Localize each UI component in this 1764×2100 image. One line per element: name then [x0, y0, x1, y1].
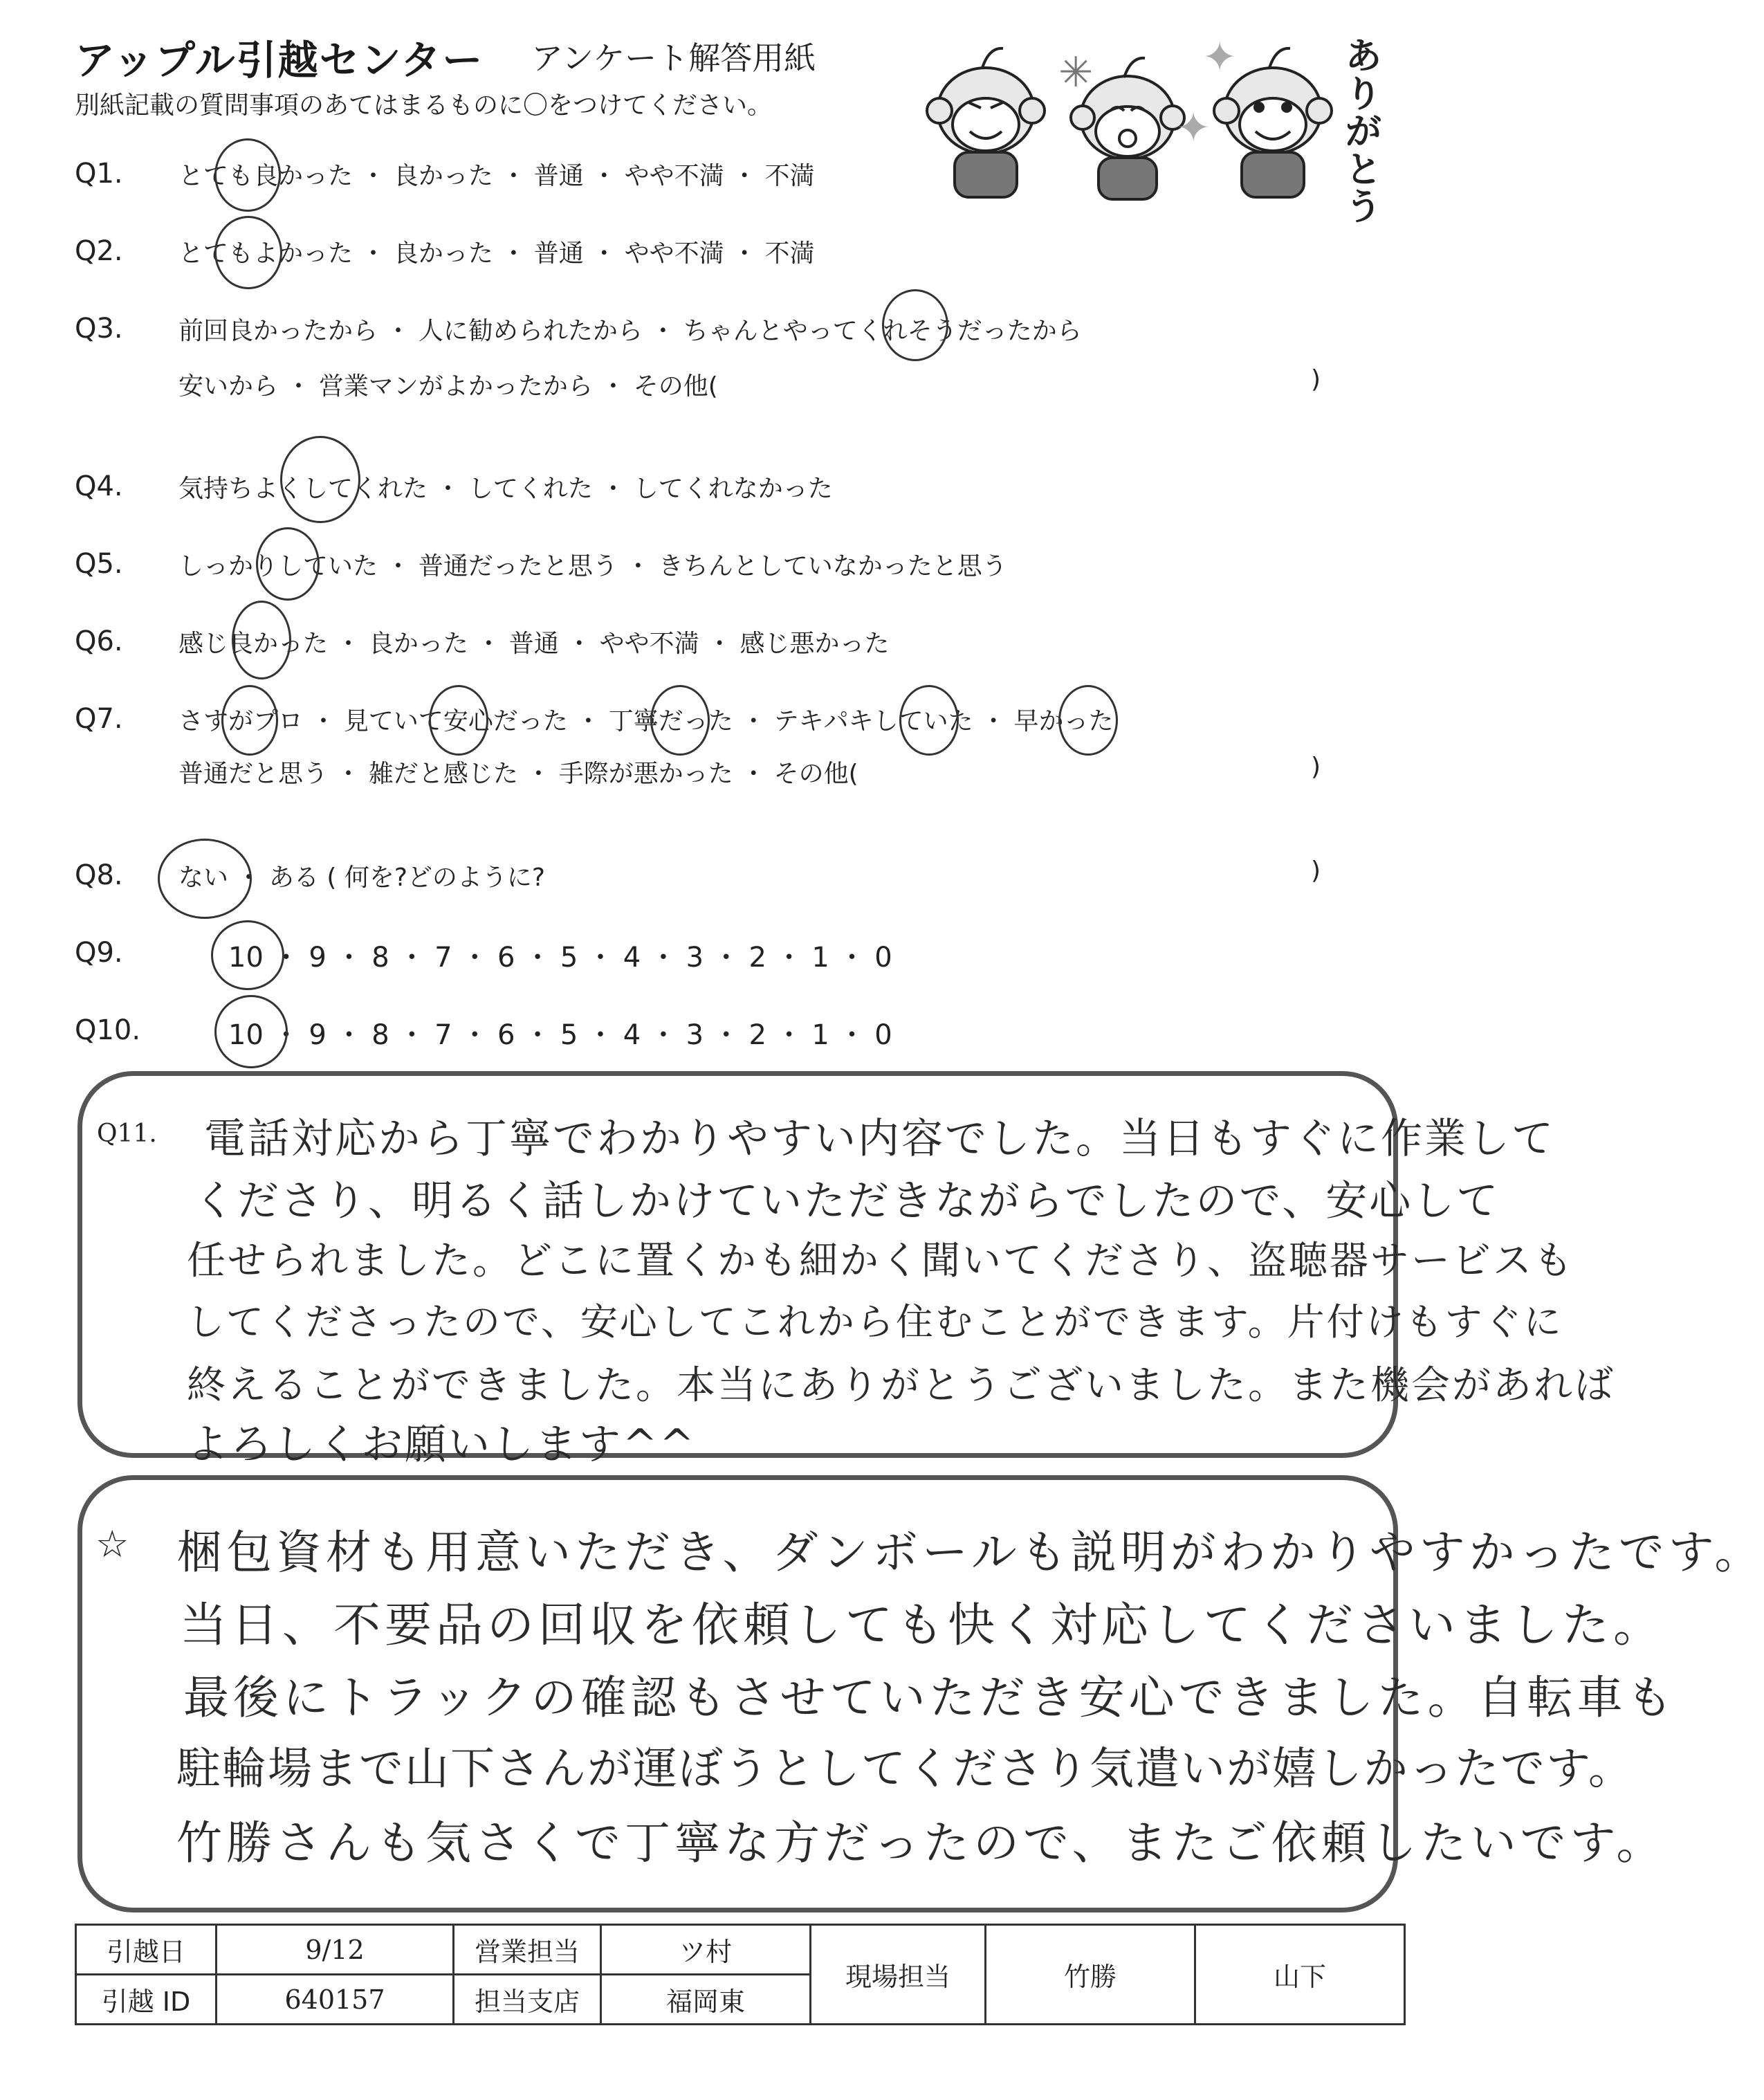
- question-label-q9: Q9.: [75, 937, 123, 969]
- star-comment-line: 梱包資材も用意いただき、ダンボールも説明がわかりやすかったです。: [176, 1526, 1764, 1579]
- move-id-label: 引越 ID: [76, 1975, 217, 2025]
- move-date-label: 引越日: [76, 1925, 217, 1975]
- instruction-text: 別紙記載の質問事項のあてはまるものに〇をつけてください。: [75, 91, 773, 120]
- answer-circle: [256, 527, 320, 601]
- question-label-q2: Q2.: [75, 235, 123, 267]
- answer-circle: [650, 685, 710, 756]
- form-subtitle: アンケート解答用紙: [531, 39, 816, 77]
- answer-circle: [214, 138, 281, 212]
- question-options-q6: 感じ良かった ・ 良かった ・ 普通 ・ やや不満 ・ 感じ悪かった: [178, 630, 890, 658]
- q11-line: 電話対応から丁寧でわかりやすい内容でした。当日もすぐに作業して: [204, 1115, 1555, 1163]
- monkey-mascot-icon: [913, 21, 1349, 208]
- site-staff-2: 山下: [1195, 1925, 1405, 2025]
- answer-circle: [1058, 685, 1118, 756]
- star-comment-line: 最後にトラックの確認もさせていただき安心できました。自転車も: [183, 1671, 1677, 1724]
- star-comment-line: 駐輪場まで山下さんが運ぼうとしてくださり気遣いが嬉しかったです。: [176, 1744, 1634, 1795]
- branch-label: 担当支店: [454, 1975, 601, 2025]
- q11-line: 終えることができました。本当にありがとうございました。また機会があれば: [187, 1363, 1615, 1408]
- answer-circle: [221, 685, 278, 756]
- question-options-q2: とてもよかった ・ 良かった ・ 普通 ・ やや不満 ・ 不満: [178, 239, 815, 268]
- question-options-q4: 気持ちよくしてくれた ・ してくれた ・ してくれなかった: [178, 475, 833, 503]
- star-comment-line: 竹勝さんも気さくで丁寧な方だったので、またご依頼したいです。: [176, 1816, 1666, 1870]
- question-label-q3: Q3.: [75, 313, 123, 345]
- question-options-q10: 10 ・ 9 ・ 8 ・ 7 ・ 6 ・ 5 ・ 4 ・ 3 ・ 2 ・ 1 ・ 0: [228, 1019, 892, 1051]
- company-title: アップル引越センター: [75, 37, 484, 84]
- question-label-q5: Q5.: [75, 548, 123, 580]
- branch-value: 福岡東: [601, 1975, 811, 2025]
- move-date-value: 9/12: [217, 1925, 454, 1975]
- move-id-value: 640157: [217, 1975, 454, 2025]
- sales-label: 営業担当: [454, 1925, 601, 1975]
- question-label-q1: Q1.: [75, 158, 123, 190]
- answer-circle: [280, 436, 360, 523]
- q11-line: 任せられました。どこに置くかも細かく聞いてくださり、盗聴器サービスも: [187, 1239, 1574, 1284]
- q11-line: よろしくお願いします^^: [187, 1421, 697, 1469]
- answer-circle: [232, 601, 291, 679]
- question-options-q7: さすがプロ ・ 見ていて安心だった ・ 丁寧だった ・ テキパキしていた ・ 早かった: [178, 707, 1114, 736]
- sales-value: ツ村: [601, 1925, 811, 1975]
- q11-line: してくださったので、安心してこれから住むことができます。片付けもすぐに: [187, 1300, 1563, 1344]
- answer-circle: [214, 995, 288, 1068]
- close-paren: ): [1311, 857, 1321, 885]
- close-paren: ): [1311, 753, 1321, 781]
- answer-circle: [214, 216, 282, 289]
- site-staff-1: 竹勝: [986, 1925, 1195, 2025]
- q11-label: Q11.: [97, 1120, 157, 1148]
- question-options-q5: しっかりしていた ・ 普通だったと思う ・ きちんとしていなかったと思う: [178, 552, 1007, 581]
- arigatou-badge: ありがとう: [1345, 36, 1382, 229]
- question-label-q4: Q4.: [75, 471, 123, 502]
- star-comment-line: 当日、不要品の回収を依頼しても快く対応してくださいました。: [180, 1598, 1665, 1653]
- close-paren: ): [1311, 365, 1321, 394]
- answer-circle: [211, 920, 284, 990]
- answer-circle: [899, 685, 959, 756]
- question-options-q8: ない ・ ある ( 何を?どのように?: [178, 864, 546, 892]
- question-label-q7: Q7.: [75, 703, 123, 735]
- site-label: 現場担当: [811, 1925, 986, 2025]
- q11-line: くださり、明るく話しかけていただきながらでしたので、安心して: [194, 1177, 1500, 1225]
- sparkle-icon: ✳: [1058, 48, 1094, 97]
- question-options-q1: とても良かった ・ 良かった ・ 普通 ・ やや不満 ・ 不満: [178, 162, 815, 190]
- sparkle-icon: ✦: [1202, 33, 1238, 82]
- answer-circle: [429, 685, 488, 756]
- answer-circle: [158, 839, 252, 919]
- footer-table: [75, 1924, 1406, 2025]
- question-label-q8: Q8.: [75, 859, 123, 891]
- question-label-q10: Q10.: [75, 1014, 141, 1046]
- answer-circle: [882, 289, 948, 361]
- question-options-q3: 前回良かったから ・ 人に勧められたから ・ ちゃんとやってくれそうだったから: [178, 317, 1082, 345]
- star-icon: ☆: [95, 1522, 129, 1566]
- mascot-illustration: [913, 21, 1349, 208]
- question-options-q3-line2: 安いから ・ 営業マンがよかったから ・ その他(: [178, 372, 718, 401]
- sparkle-icon: ✦: [1176, 104, 1211, 152]
- question-label-q6: Q6.: [75, 626, 123, 657]
- question-options-q9: 10 ・ 9 ・ 8 ・ 7 ・ 6 ・ 5 ・ 4 ・ 3 ・ 2 ・ 1 ・ 0: [228, 942, 892, 974]
- question-options-q7-line2: 普通だと思う ・ 雑だと感じた ・ 手際が悪かった ・ その他(: [178, 760, 858, 788]
